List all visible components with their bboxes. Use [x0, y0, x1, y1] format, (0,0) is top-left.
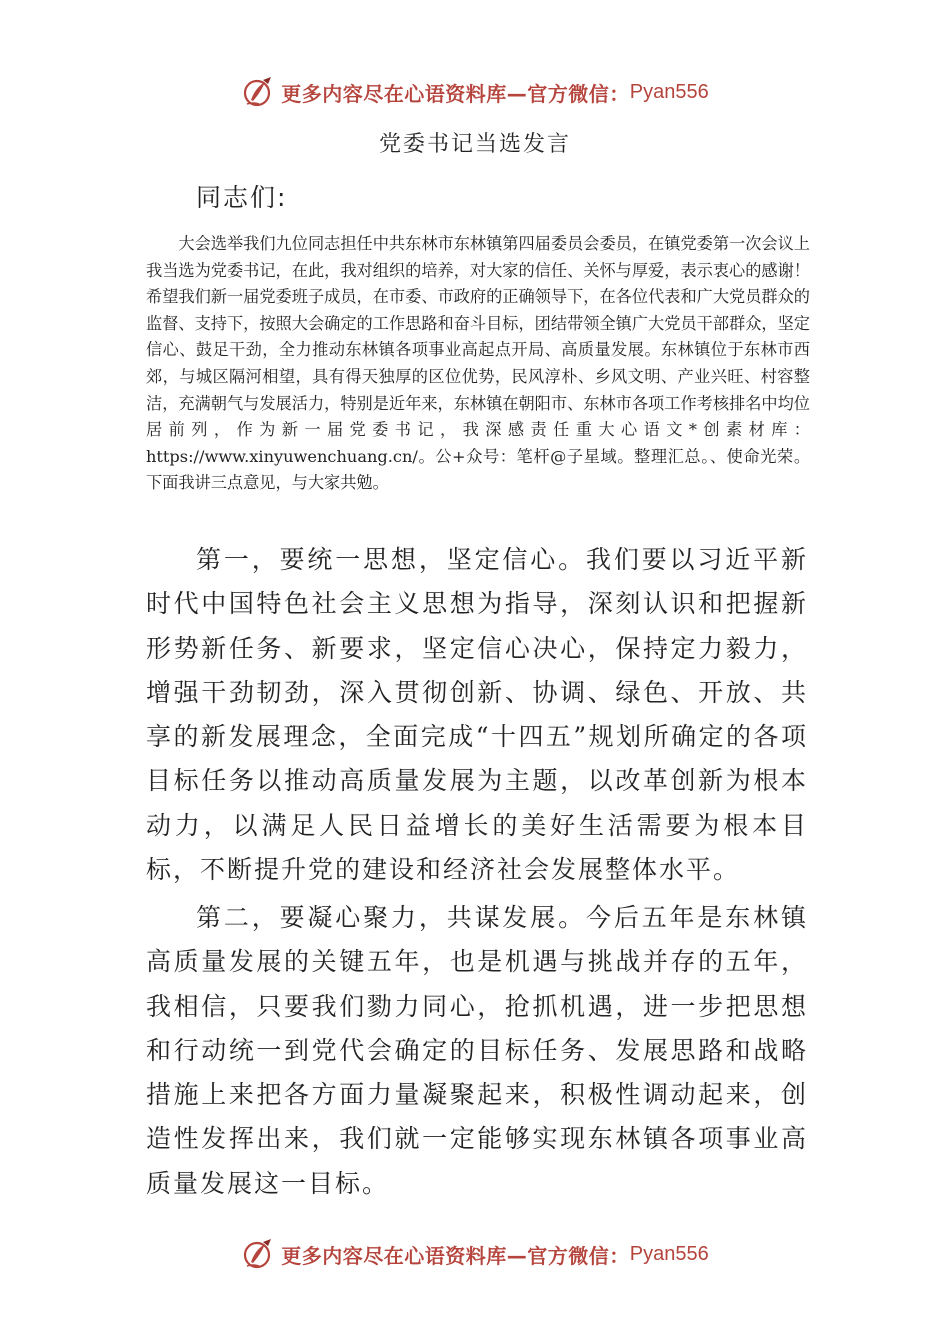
- watermark-promo-text: 更多内容尽在心语资料库—官方微信：: [281, 81, 630, 106]
- document-title: 党委书记当选发言: [378, 132, 571, 157]
- paragraph-second-point: 第二，要凝心聚力，共谋发展。今后五年是东林镇高质量发展的关键五年，也是机遇与挑战并存的五年，我相信，只要我们勠力同心，抢抓机遇，进一步把思想和行动统一到党代会确定的目标任务、发展思路和战略措施上来把各方面力量凝聚起来，积极性调动起来，创造性发挥出来，我们就一定能够实现东林镇各项事业高质量发展这一目标。: [146, 903, 808, 1198]
- watermark-banner-bottom: [0, 1234, 950, 1274]
- watermark-promo-text: 更多内容尽在心语资料库—官方微信：: [281, 1243, 630, 1268]
- paragraph-first-point: 第一，要统一思想，坚定信心。我们要以习近平新时代中国特色社会主义思想为指导，深刻认识和把握新形势新任务、新要求，坚定信心决心，保持定力毅力，增强干劲韧劲，深入贯彻创新、协调、绿色、开放、共享的新发展理念，全面完成“十四五”规划所确定的各项目标任务以推动高质量发展为主题，以改革创新为根本动力，以满足人民日益增长的美好生活需要为根本目标，不断提升党的建设和经济社会发展整体水平。: [146, 545, 808, 885]
- watermark-wechat-id: Pyan556: [629, 80, 709, 103]
- salutation: 同志们:: [196, 183, 288, 212]
- logo-icon: [241, 74, 277, 110]
- watermark-wechat-id: Pyan556: [629, 1242, 709, 1265]
- logo-icon: [241, 1236, 277, 1272]
- intro-paragraph: 大会选举我们九位同志担任中共东林市东林镇第四届委员会委员，在镇党委第一次会议上我当选为党委书记，在此，我对组织的培养，对大家的信任、关怀与厚爱，表示衷心的感谢！希望我们新一届党委班子成员，在市委、市政府的正确领导下，在各位代表和广大党员群众的监督、支持下，按照大会确定的工作思路和奋斗目标，团结带领全镇广大党员干部群众，坚定信心、鼓足干劲，全力推动东林镇各项事业高起点开局、高质量发展。东林镇位于东林市西郊，与城区隔河相望，具有得天独厚的区位优势，民风淳朴、乡风文明、产业兴旺、村容整洁，充满朝气与发展活力，特别是近年来，东林镇在朝阳市、东林市各项工作考核排名中均位居前列，作为新一届党委书记，我深感责任重大心语文*创素材库：https://www.xinyuwenchuang.cn/。公+众号：笔杆@子星域。整理汇总。、使命光荣。下面我讲三点意见，与大家共勉。: [146, 234, 810, 493]
- watermark-banner-top: [0, 72, 950, 112]
